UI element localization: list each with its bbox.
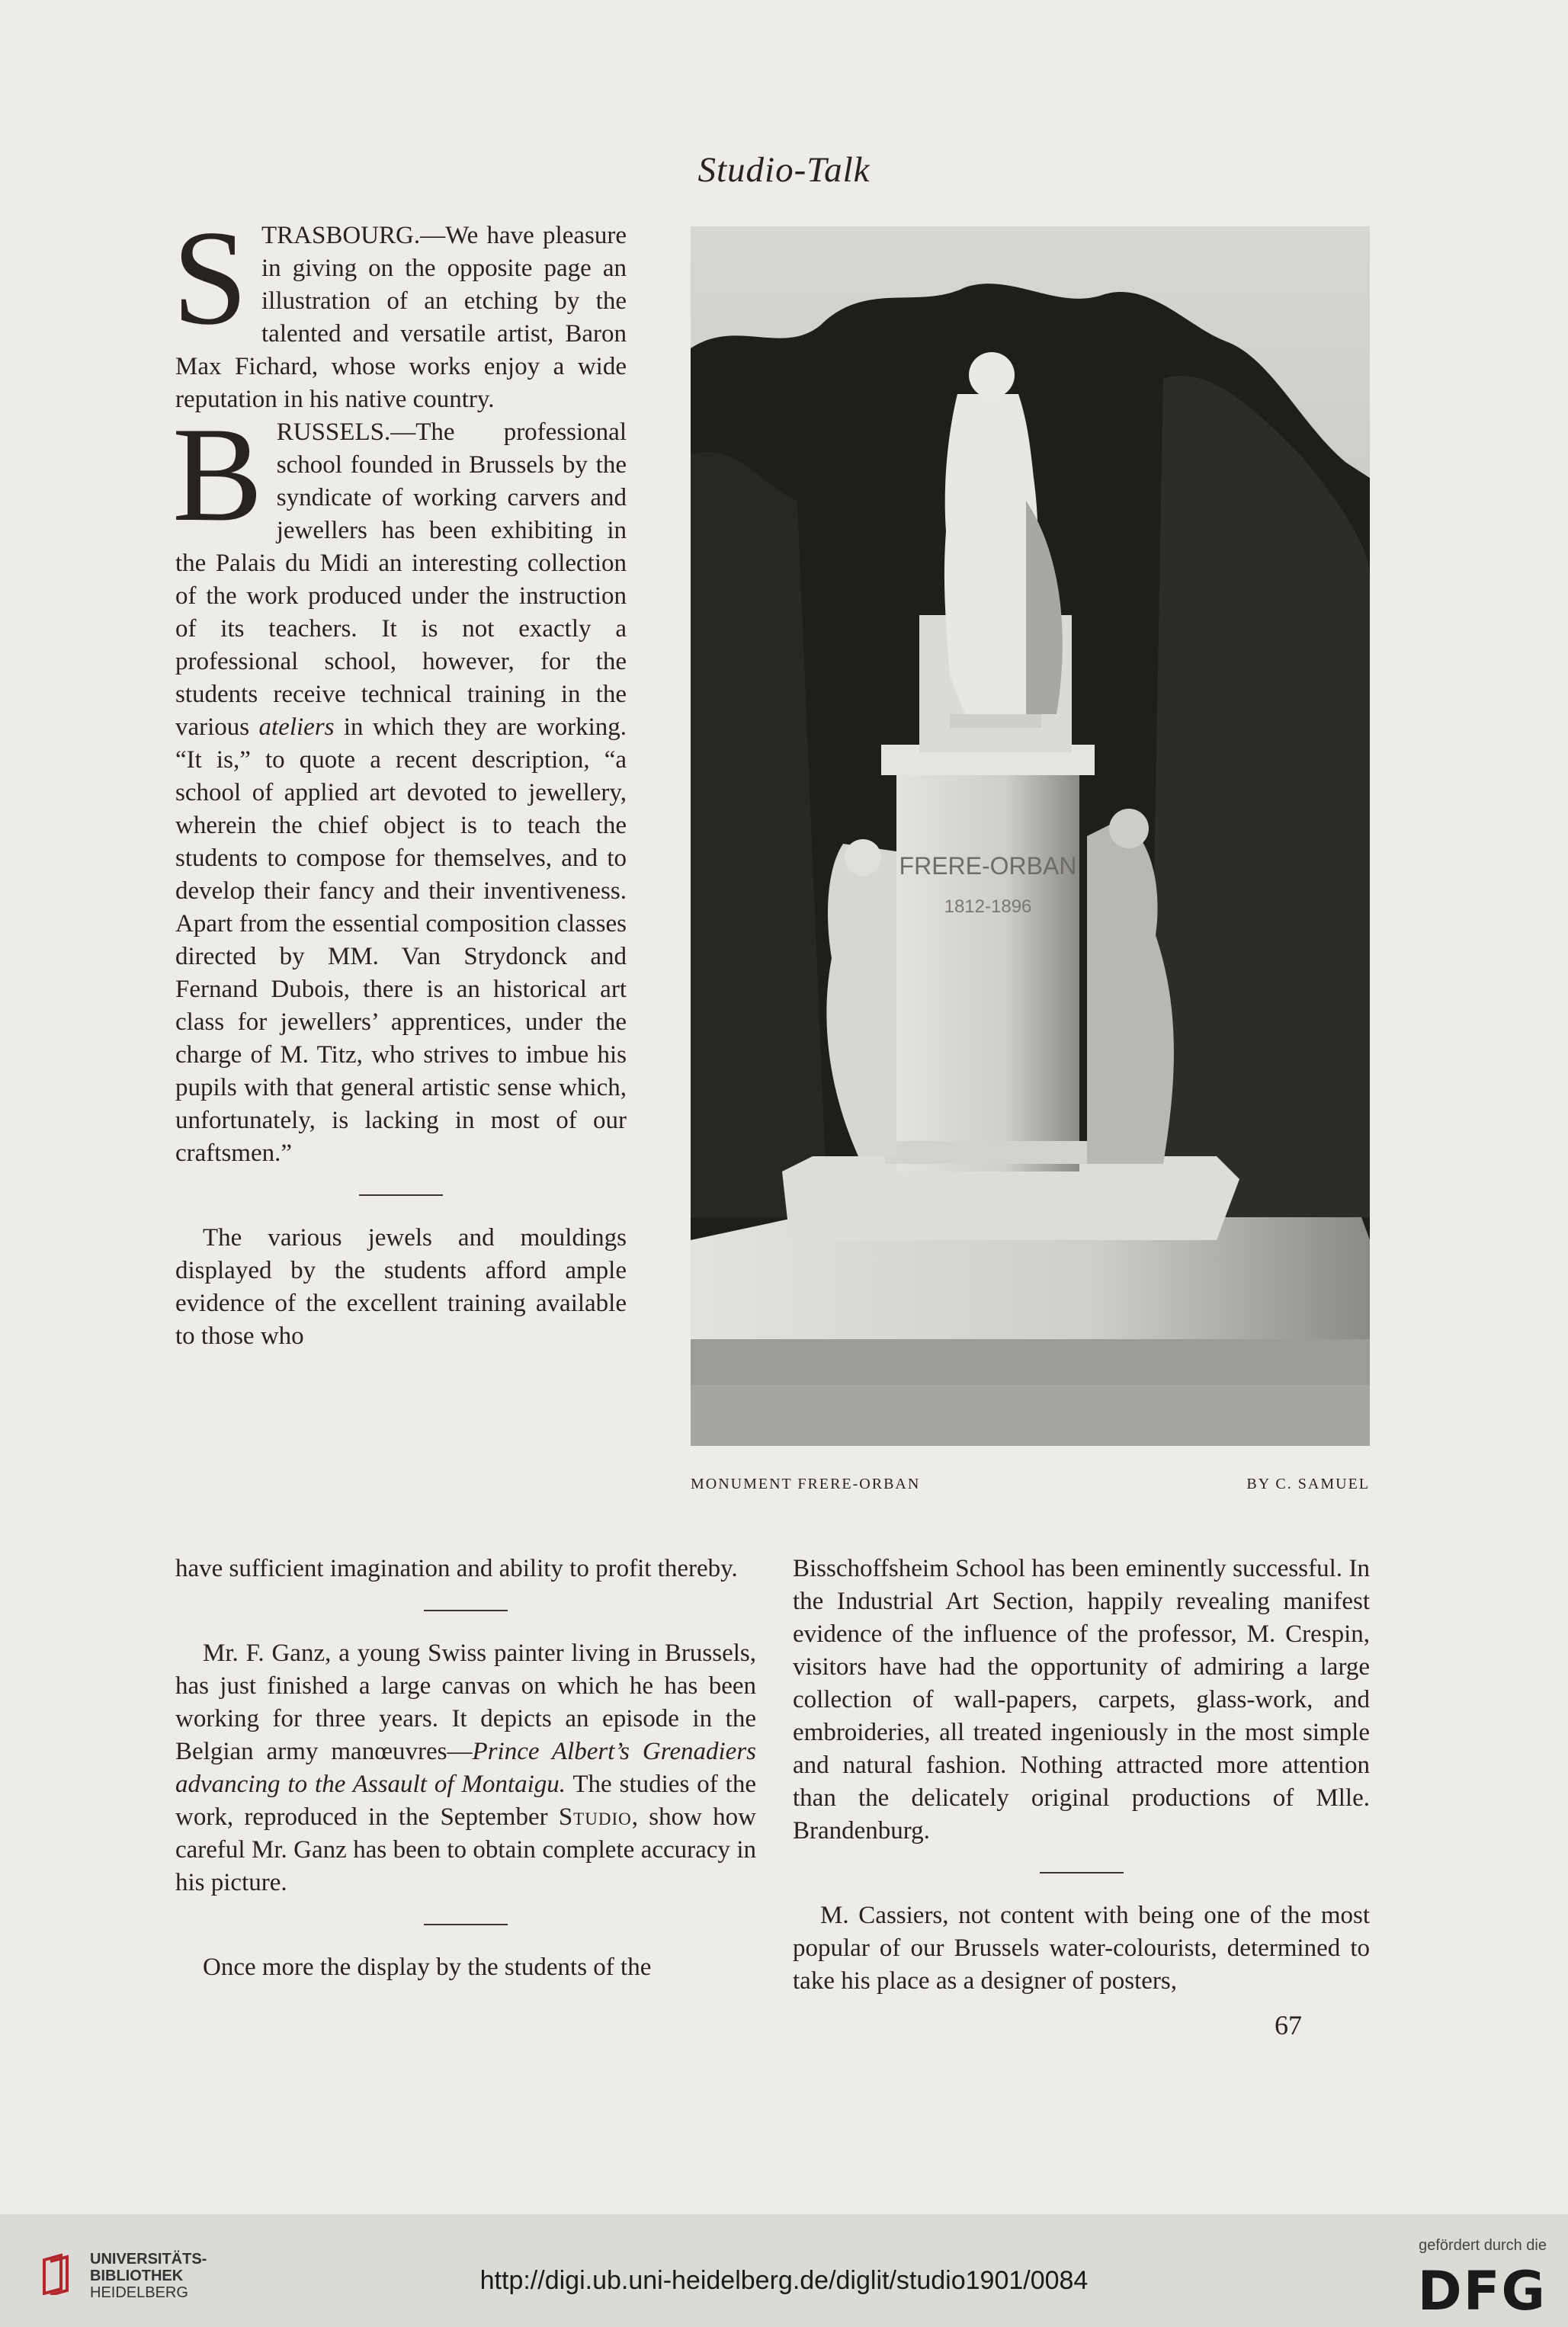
dfg-logo: DFG [1417,2260,1547,2322]
ganz-painting-title: Prince Albert’s Grenadiers advancing to the Assault of Montaigu. [175,1738,757,1798]
ganz-text-a: Mr. F. Ganz, a young Swiss painter living in Brussels, has just finished a large canvas on which he has been working for three years. It depicts an episode in the Belgian army manœuvres— [175,1639,756,1765]
studio-smallcaps: Studio [558,1803,632,1831]
monument-photograph [691,226,1370,1446]
page-number: 67 [1275,2010,1302,2040]
cassiers-paragraph: M. Cassiers, not content with being one of the most popular of our Brussels water-colourists, determined to take his place as a designer of posters, [793,1902,1370,1995]
digitization-url[interactable]: http://digi.ub.uni-heidelberg.de/diglit/studio1901/0084 [479,2266,1089,2295]
pedestal-dates-inscription: 1812-1896 [944,896,1032,917]
library-line-1: UNIVERSITÄTS- [90,2251,207,2268]
brussels-text-b: in which they are working. “It is,” to quote a recent description, “a school of applied art devoted to jewellery, wherein the chief object is to teach the students to compose for themselves, and to develop their fancy and their inventiveness. Apart from the essential composition classes directed by MM. Van Strydonck and Fernand Dubois, there is an historical art class for jewellers’ apprentices, under the charge of M. Titz, who strives to imbue his pupils with that general artistic sense which, unfortunately, is lacking in most of our craftsmen.” [175,713,627,1167]
ateliers-italic: ateliers [258,713,335,741]
lower-left-column [175,1553,756,1984]
bisschoffsheim-paragraph: Bisschoffsheim School has been eminently successful. In the Industrial Art Section, happily revealing manifest evidence of the influence of the professor, M. Crespin, visitors have had the opportunity of admiring a large collection of wall-papers, carpets, glass-work, and embroideries, all treated ingeniously in the most simple and natural fashion. Nothing attracted more attention than the delicately original productions of Mlle. Brandenburg. [793,1555,1370,1845]
caption-title: MONUMENT FRERE-ORBAN [691,1476,921,1492]
section-rule [359,1194,443,1196]
section-rule [1040,1872,1124,1873]
strasbourg-text: TRASBOURG.—We have pleasure in giving on the opposite page an illustration of an etching by the talented and versatile artist, Baron Max Fichard, whose works enjoy a wide reputation in his native country. [175,222,627,413]
library-line-3: HEIDELBERG [90,2284,188,2301]
left-column [172,202,627,1353]
jewels-paragraph: The various jewels and mouldings displayed by the students afford ample evidence of the excellent training available to those who [175,1224,627,1350]
brussels-paragraph [172,399,627,1170]
running-head: Studio-Talk [697,150,871,190]
section-rule [424,1924,508,1925]
section-rule [424,1610,508,1611]
drop-cap-s: S [172,202,248,353]
figure-caption [691,1476,1370,1493]
once-more-paragraph: Once more the display by the students of the [203,1954,652,1981]
pedestal-name-inscription: FRERE-ORBAN [899,852,1077,880]
right-column [793,1553,1370,1998]
ganz-paragraph [175,1637,756,1899]
strasbourg-paragraph [172,202,627,416]
drop-cap-b: B [172,399,263,550]
library-line-2: BIBLIOTHEK [90,2268,184,2284]
caption-credit: BY C. SAMUEL [1246,1476,1370,1492]
brussels-text-a: RUSSELS.—The professional school founded in Brussels by the syndicate of working carvers and jewellers has been exhibiting in the Palais du Midi an interesting collection of the work produced under the instruction of its teachers. It is not exactly a professional school, however, for the students receive technical training in the various [175,418,627,741]
ganz-text-c: , show how careful Mr. Ganz has been to obtain complete accuracy in his picture. [175,1803,756,1896]
jewels-paragraph-end: have sufficient imagination and ability to profit thereby. [175,1555,738,1582]
monument-image [691,226,1370,1446]
ganz-text-b: The studies of the work, reproduced in the September [175,1771,756,1831]
digitization-footer [0,2214,1568,2327]
funded-by-label: gefördert durch die [1419,2237,1547,2254]
